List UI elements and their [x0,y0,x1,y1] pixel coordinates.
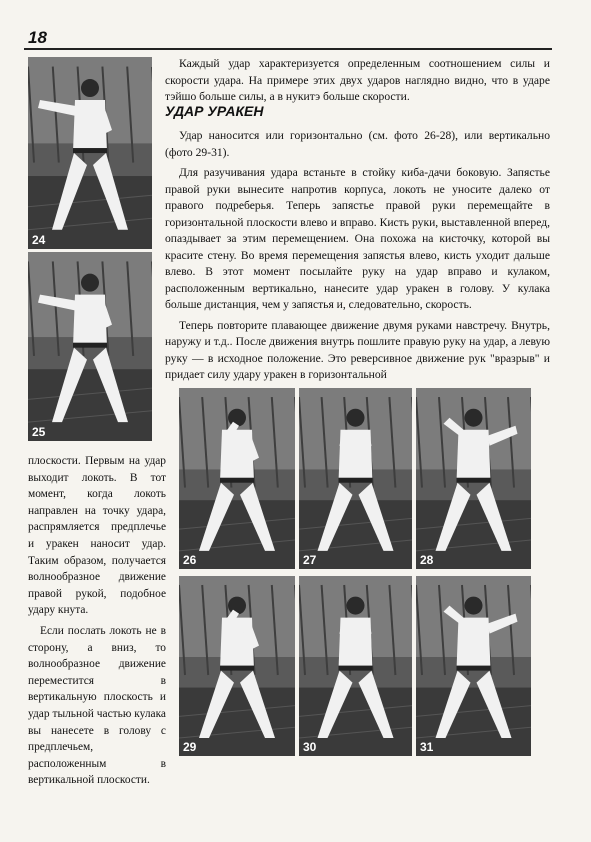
photo-28-figure [416,388,531,569]
photo-24 [28,57,152,249]
main-paragraph: Для разучивания удара встаньте в стойку киба-дачи боковую. Запястье правой руки вынесите напротив корпуса, локоть не уносите далеко от правого подреберья. Теперь запястье правой руки перемещайте в горизонтальной плоскости влево и вправо. Кисть руки, выставленной вперед, опаздывает за этим перемещением. Она похожа на кисточку, которой вы красите стену. Во время перемещения запястья влево, кисть уходит дальше влево. В этот момент посылайте руку на удар вправо и кулаком, расположенным вертикально, нанесите удар уракен в голову. У кулака больше дистанция, чем у запястья и, следовательно, скорость. [165,166,550,311]
photo-31 [416,576,531,756]
photo-25-figure [28,252,152,441]
photo-26 [179,388,295,569]
photo-label: 28 [420,553,434,567]
photo-29 [179,576,295,756]
side-paragraph: Если послать локоть не в сторону, а вниз, то волнообразное движение переместится в вертикальную плоскость и удар тыльной частью кулака вы нанесете в голову с предплечьем, расположенным в вертикальной плоскости. [28,624,166,787]
side-text [28,453,166,789]
photo-label: 30 [303,740,317,754]
photo-27 [299,388,412,569]
photo-label: 29 [183,740,197,754]
side-paragraph: плоскости. Первым на удар выходит локоть. В тот момент, когда локоть направлен на точку удара, распрямляется предплечье и уракен наносит удар. Таким образом, получается волнообразное движение правой рукой, подобное удару кнута. [28,455,166,617]
photo-label: 31 [420,740,434,754]
photo-label: 24 [32,233,46,247]
photo-30-figure [299,576,412,756]
photo-label: 26 [183,553,197,567]
photo-26-figure [179,388,295,569]
photo-25 [28,252,152,441]
intro-text: Каждый удар характеризуется определенным соотношением силы и скорости удара. На примере этих двух ударов наглядно видно, что в ударе тэйшо больше силы, а в нукитэ больше скорости. [165,57,550,103]
main-text [165,128,550,384]
photo-28 [416,388,531,569]
intro-paragraph [165,56,550,106]
photo-label: 25 [32,425,46,439]
photo-27-figure [299,388,412,569]
photo-label: 27 [303,553,317,567]
section-heading: УДАР УРАКЕН [165,103,264,119]
photo-30 [299,576,412,756]
photo-24-figure [28,57,152,249]
main-paragraph: Удар наносится или горизонтально (см. фото 26-28), или вертикально (фото 29-31). [165,129,550,159]
page-number: 18 [28,28,47,47]
header-rule [24,48,552,50]
main-paragraph: Теперь повторите плавающее движение двумя руками навстречу. Внутрь, наружу и т.д.. После движения внутрь пошлите правую руку на удар, а левую руку — в исходное положение. Это реверсивное движение рук "вразрыв" и придает силу удару уракен в горизонтальной [165,318,550,381]
photo-29-figure [179,576,295,756]
photo-31-figure [416,576,531,756]
